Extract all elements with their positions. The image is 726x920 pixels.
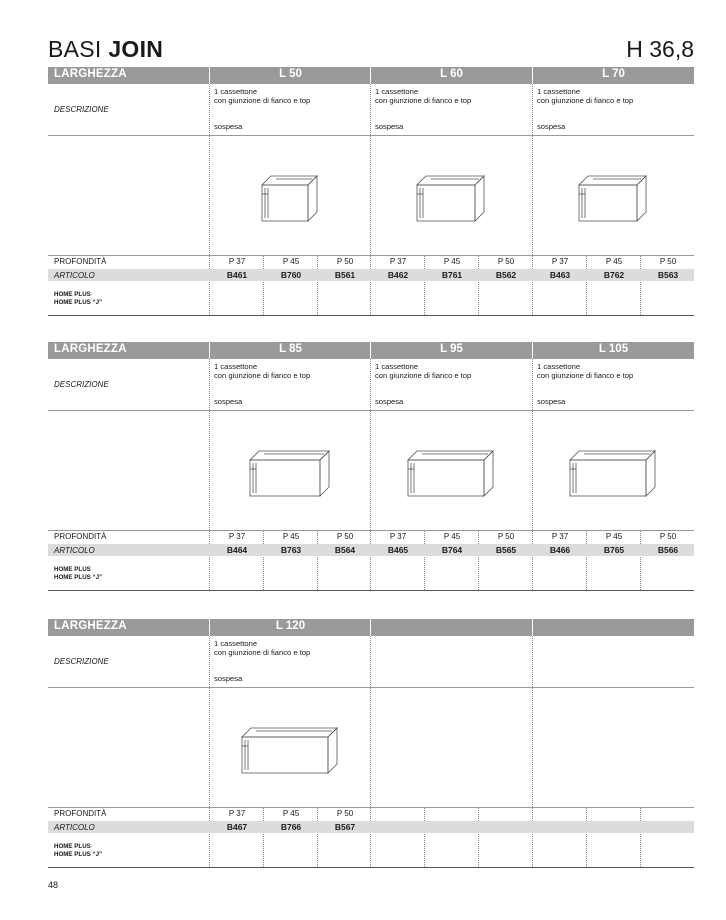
article-code: B462 <box>387 270 409 280</box>
product-section <box>48 67 694 317</box>
depth-value: P 37 <box>228 532 246 541</box>
article-code: B764 <box>441 545 463 555</box>
article-code: B563 <box>657 270 679 280</box>
header-separator <box>532 67 533 84</box>
depth-value: P 50 <box>497 257 515 266</box>
description-line: con giunzione di fianco e top <box>375 371 472 380</box>
article-code: B465 <box>387 545 409 555</box>
title-bold: JOIN <box>108 36 164 62</box>
width-title: L 85 <box>279 343 302 355</box>
home-plus-j-label: HOME PLUS “J” <box>54 299 103 306</box>
article-code: B565 <box>495 545 517 555</box>
subcolumn-separator <box>478 807 479 867</box>
article-code: B760 <box>280 270 302 280</box>
height-value: H 36,8 <box>626 36 694 62</box>
home-plus-label: HOME PLUS <box>54 291 91 298</box>
row-divider <box>48 135 694 136</box>
width-title: L 50 <box>279 68 302 80</box>
drawer-base-icon <box>249 450 332 499</box>
article-code: B763 <box>280 545 302 555</box>
depth-value: P 37 <box>551 257 569 266</box>
section-header <box>48 67 694 84</box>
description-line: 1 cassettone <box>214 87 258 96</box>
header-separator <box>532 619 533 636</box>
product-section <box>48 619 694 869</box>
depth-value: P 37 <box>389 257 407 266</box>
depth-value: P 45 <box>605 257 623 266</box>
description-line: 1 cassettone <box>214 362 258 371</box>
article-code: B765 <box>603 545 625 555</box>
depth-value: P 37 <box>228 809 246 818</box>
depth-value: P 45 <box>443 532 461 541</box>
description-text <box>375 362 471 380</box>
header-separator <box>209 67 210 84</box>
description-line: 1 cassettone <box>537 362 581 371</box>
width-title: L 105 <box>598 343 629 355</box>
profondita-label: PROFONDITÀ <box>54 809 107 818</box>
depth-value: P 50 <box>659 532 677 541</box>
depth-value: P 37 <box>551 532 569 541</box>
mount-type: sospesa <box>537 397 566 406</box>
article-code: B463 <box>549 270 571 280</box>
title-light: BASI <box>48 36 102 62</box>
width-title: L 120 <box>275 620 306 632</box>
article-code: B766 <box>280 822 302 832</box>
profondita-label: PROFONDITÀ <box>54 257 107 266</box>
descrizione-label: DESCRIZIONE <box>54 105 109 114</box>
description-text <box>214 639 310 657</box>
article-code: B566 <box>657 545 679 555</box>
larghezza-label: LARGHEZZA <box>54 620 127 632</box>
depth-value: P 37 <box>228 257 246 266</box>
header-separator <box>370 67 371 84</box>
depth-value: P 45 <box>605 532 623 541</box>
drawer-base-icon <box>407 450 496 499</box>
section-header <box>48 619 694 636</box>
width-title: L 60 <box>440 68 463 80</box>
description-line: con giunzione di fianco e top <box>375 96 472 105</box>
home-plus-labels <box>54 566 102 582</box>
mount-type: sospesa <box>537 122 566 131</box>
row-divider <box>48 410 694 411</box>
description-line: 1 cassettone <box>214 639 258 648</box>
description-line: con giunzione di fianco e top <box>214 648 311 657</box>
descrizione-label: DESCRIZIONE <box>54 657 109 666</box>
description-line: 1 cassettone <box>375 362 419 371</box>
page-number: 48 <box>48 880 59 890</box>
row-divider <box>48 867 694 868</box>
row-divider <box>48 687 694 688</box>
subcolumn-separator <box>586 807 587 867</box>
drawer-base-icon <box>241 727 340 776</box>
width-title: L 70 <box>602 68 625 80</box>
article-code: B762 <box>603 270 625 280</box>
row-divider <box>48 590 694 591</box>
page-title <box>48 36 163 63</box>
depth-value: P 50 <box>336 257 354 266</box>
home-plus-j-label: HOME PLUS “J” <box>54 574 103 581</box>
larghezza-label: LARGHEZZA <box>54 68 127 80</box>
description-line: 1 cassettone <box>537 87 581 96</box>
subcolumn-separator <box>424 807 425 867</box>
depth-value: P 50 <box>497 532 515 541</box>
header-separator <box>370 342 371 359</box>
description-text <box>214 87 310 105</box>
header-separator <box>532 342 533 359</box>
description-text <box>537 362 633 380</box>
article-code: B467 <box>226 822 248 832</box>
cabinet-drawing <box>249 450 332 504</box>
home-plus-labels <box>54 291 102 307</box>
header-separator <box>370 619 371 636</box>
mount-type: sospesa <box>375 397 404 406</box>
mount-type: sospesa <box>375 122 404 131</box>
width-title: L 95 <box>440 343 463 355</box>
home-plus-j-label: HOME PLUS “J” <box>54 851 103 858</box>
larghezza-label: LARGHEZZA <box>54 343 127 355</box>
article-code: B464 <box>226 545 248 555</box>
depth-value: P 45 <box>443 257 461 266</box>
drawer-base-icon <box>578 175 649 224</box>
article-code: B567 <box>334 822 356 832</box>
description-text <box>375 87 471 105</box>
home-plus-label: HOME PLUS <box>54 843 91 850</box>
article-code: B564 <box>334 545 356 555</box>
descrizione-label: DESCRIZIONE <box>54 380 109 389</box>
header-separator <box>209 342 210 359</box>
depth-value: P 45 <box>282 532 300 541</box>
depth-value: P 37 <box>389 532 407 541</box>
home-plus-labels <box>54 843 102 859</box>
section-header <box>48 342 694 359</box>
article-code: B562 <box>495 270 517 280</box>
row-divider <box>48 255 694 256</box>
articolo-label: ARTICOLO <box>54 546 95 555</box>
description-line: con giunzione di fianco e top <box>537 371 634 380</box>
article-code: B466 <box>549 545 571 555</box>
drawer-base-icon <box>569 450 658 499</box>
cabinet-drawing <box>569 450 658 504</box>
depth-value: P 50 <box>336 809 354 818</box>
article-code: B561 <box>334 270 356 280</box>
mount-type: sospesa <box>214 674 243 683</box>
drawer-base-icon <box>416 175 487 224</box>
cabinet-drawing <box>241 727 340 781</box>
depth-value: P 50 <box>659 257 677 266</box>
profondita-label: PROFONDITÀ <box>54 532 107 541</box>
header-separator <box>209 619 210 636</box>
page-header <box>48 36 694 64</box>
description-line: con giunzione di fianco e top <box>214 371 311 380</box>
mount-type: sospesa <box>214 122 243 131</box>
subcolumn-separator <box>640 807 641 867</box>
description-line: con giunzione di fianco e top <box>214 96 311 105</box>
article-code: B761 <box>441 270 463 280</box>
articolo-label: ARTICOLO <box>54 271 95 280</box>
product-section <box>48 342 694 592</box>
cabinet-drawing <box>578 175 649 229</box>
cabinet-drawing <box>261 175 320 229</box>
mount-type: sospesa <box>214 397 243 406</box>
description-text <box>537 87 633 105</box>
row-divider <box>48 807 694 808</box>
depth-value: P 50 <box>336 532 354 541</box>
article-code: B461 <box>226 270 248 280</box>
description-line: con giunzione di fianco e top <box>537 96 634 105</box>
depth-value: P 45 <box>282 809 300 818</box>
cabinet-drawing <box>416 175 487 229</box>
articolo-label: ARTICOLO <box>54 823 95 832</box>
description-line: 1 cassettone <box>375 87 419 96</box>
cabinet-drawing <box>407 450 496 504</box>
row-divider <box>48 315 694 316</box>
row-divider <box>48 530 694 531</box>
drawer-base-icon <box>261 175 320 224</box>
depth-value: P 45 <box>282 257 300 266</box>
description-text <box>214 362 310 380</box>
home-plus-label: HOME PLUS <box>54 566 91 573</box>
